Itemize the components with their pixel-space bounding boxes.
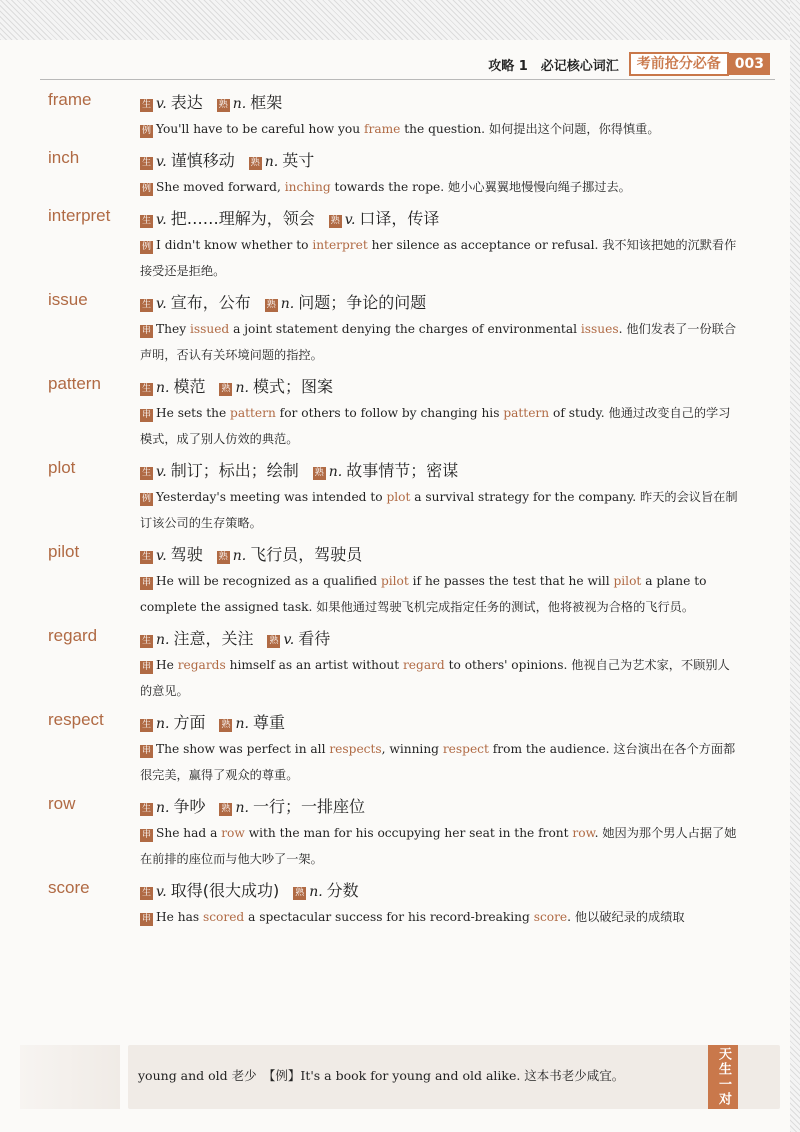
example-text: towards the rope. 她小心翼翼地慢慢向绳子挪过去。 xyxy=(330,180,631,194)
header-divider xyxy=(40,79,775,80)
highlighted-word: pattern xyxy=(230,406,276,420)
vocab-entry xyxy=(0,794,800,872)
meaning: 取得(很大成功) xyxy=(170,881,280,900)
vocab-entry xyxy=(0,626,800,704)
example-text: of study. 他通过改变自己的学习模式，成了别人仿效的典范。 xyxy=(140,406,731,446)
example-text: She had a xyxy=(156,826,222,840)
vocab-entry xyxy=(0,374,800,452)
sense-tag-icon: 生 xyxy=(141,158,151,168)
vocabulary-list xyxy=(0,90,800,936)
part-of-speech: v. xyxy=(156,884,167,900)
example-text: The show was perfect in all xyxy=(156,742,330,756)
part-of-speech: v. xyxy=(156,548,167,564)
part-of-speech: n. xyxy=(232,548,247,564)
vocab-word: plot xyxy=(48,458,76,477)
sense-tag-icon: 生 xyxy=(141,100,151,110)
example-text: He has xyxy=(156,910,203,924)
vocab-entry xyxy=(0,206,800,284)
part-of-speech: n. xyxy=(309,884,323,900)
definition-line xyxy=(140,542,800,568)
sense-tag-icon: 生 xyxy=(141,636,151,646)
example-tag-icon: 串 xyxy=(141,410,151,420)
vocab-word: score xyxy=(48,878,90,897)
definition-line xyxy=(140,290,800,316)
definition-line xyxy=(140,206,800,232)
sense-tag-icon: 熟 xyxy=(221,720,231,730)
sense-tag-icon: 熟 xyxy=(221,804,231,814)
meaning: 飞行员，驾驶员 xyxy=(250,545,363,564)
meaning: 争吵 xyxy=(173,797,206,816)
meaning: 宣布，公布 xyxy=(170,293,251,312)
page-number: 003 xyxy=(729,53,770,75)
example-tag-icon: 例 xyxy=(141,126,151,136)
sense-tag-icon: 生 xyxy=(141,300,151,310)
sense-tag-icon: 熟 xyxy=(295,888,305,898)
example-text: They xyxy=(156,322,190,336)
sense-tag-icon: 生 xyxy=(141,384,151,394)
meaning: 模式；图案 xyxy=(252,377,333,396)
part-of-speech: n. xyxy=(328,464,343,480)
example-text: if he passes the test that he will xyxy=(408,574,614,588)
meaning: 口译，传译 xyxy=(359,209,440,228)
highlighted-word: regard xyxy=(402,658,445,672)
part-of-speech: v. xyxy=(156,96,167,112)
highlighted-word: row xyxy=(572,826,595,840)
example-text: . 他们发表了一份联合声明，否认有关环境问题的指控。 xyxy=(140,322,737,362)
sense-tag-icon: 熟 xyxy=(218,100,228,110)
meaning: 看待 xyxy=(298,629,331,648)
meaning: 谨慎移动 xyxy=(170,151,235,170)
example-sentence xyxy=(140,174,740,200)
highlighted-word: score xyxy=(533,910,568,924)
highlighted-word: pilot xyxy=(380,574,409,588)
highlighted-word: pilot xyxy=(613,574,642,588)
example-tag-icon: 串 xyxy=(141,326,151,336)
meaning: 注意，关注 xyxy=(173,629,254,648)
meaning: 驾驶 xyxy=(170,545,203,564)
example-tag-icon: 串 xyxy=(141,746,151,756)
part-of-speech: n. xyxy=(156,632,170,648)
vocab-word: pilot xyxy=(48,542,80,561)
example-text: You'll have to be careful how you xyxy=(156,122,364,136)
highlighted-word: plot xyxy=(386,490,411,504)
meaning: 分数 xyxy=(326,881,359,900)
example-tag-icon: 串 xyxy=(141,914,151,924)
part-of-speech: v. xyxy=(283,632,295,648)
part-of-speech: n. xyxy=(232,96,247,112)
example-sentence xyxy=(140,736,740,788)
highlighted-word: frame xyxy=(363,122,401,136)
example-text: her silence as acceptance or refusal. 我不知该把她的沉默看作接受还是拒绝。 xyxy=(140,238,737,278)
sense-tag-icon: 生 xyxy=(141,468,151,478)
highlighted-word: respects xyxy=(329,742,382,756)
section-badge: 考前抢分必备 xyxy=(629,52,729,76)
example-text: . 她因为那个男人占据了她在前排的座位而与他大吵了一架。 xyxy=(140,826,737,866)
part-of-speech: n. xyxy=(156,380,170,396)
meaning: 框架 xyxy=(250,93,283,112)
vocab-entry xyxy=(0,710,800,788)
example-sentence xyxy=(140,232,740,284)
example-text: the question. 如何提出这个问题，你得慎重。 xyxy=(400,122,660,136)
definition-line xyxy=(140,878,800,904)
sense-tag-icon: 生 xyxy=(141,720,151,730)
example-text: . 他以破纪录的成绩取 xyxy=(567,910,685,924)
part-of-speech: n. xyxy=(156,716,170,732)
example-text: for others to follow by changing his xyxy=(275,406,504,420)
example-text: He will be recognized as a qualified xyxy=(156,574,381,588)
part-of-speech: n. xyxy=(156,800,170,816)
part-of-speech: n. xyxy=(280,296,295,312)
highlighted-word: issues xyxy=(580,322,619,336)
meaning: 表达 xyxy=(170,93,203,112)
example-text: a plane to complete the assigned task. 如果他通过驾驶飞机完成指定任务的测试，他将被视为合格的飞行员。 xyxy=(140,574,707,614)
meaning: 方面 xyxy=(173,713,206,732)
example-tag-icon: 例 xyxy=(141,242,151,252)
vocab-word: inch xyxy=(48,148,80,167)
example-sentence xyxy=(140,484,740,536)
part-of-speech: v. xyxy=(156,296,167,312)
example-text: himself as an artist without xyxy=(225,658,403,672)
highlighted-word: inching xyxy=(284,180,331,194)
example-text: , winning xyxy=(381,742,443,756)
vocab-word: row xyxy=(48,794,76,813)
highlighted-word: respect xyxy=(442,742,489,756)
meaning: 尊重 xyxy=(252,713,285,732)
meaning: 英寸 xyxy=(282,151,315,170)
example-text: He sets the xyxy=(156,406,231,420)
example-tag-icon: 串 xyxy=(141,830,151,840)
sense-tag-icon: 生 xyxy=(141,216,151,226)
example-sentence xyxy=(140,316,740,368)
meaning: 把……理解为，领会 xyxy=(170,209,315,228)
vocab-word: frame xyxy=(48,90,92,109)
example-sentence xyxy=(140,652,740,704)
example-text: I didn't know whether to xyxy=(156,238,313,252)
highlighted-word: regards xyxy=(177,658,226,672)
part-of-speech: n. xyxy=(235,716,249,732)
definition-line xyxy=(140,90,800,116)
vocab-entry xyxy=(0,148,800,200)
vocab-entry xyxy=(0,878,800,930)
example-tag-icon: 串 xyxy=(141,578,151,588)
example-tag-icon: 例 xyxy=(141,494,151,504)
sense-tag-icon: 熟 xyxy=(269,636,279,646)
example-text: Yesterday's meeting was intended to xyxy=(156,490,387,504)
vocab-word: respect xyxy=(48,710,104,729)
sense-tag-icon: 熟 xyxy=(266,300,276,310)
example-text: She moved forward, xyxy=(156,180,285,194)
highlighted-word: pattern xyxy=(503,406,550,420)
chapter-title: 攻略 1 必记核心词汇 xyxy=(488,58,619,74)
definition-line xyxy=(140,148,800,174)
sense-tag-icon: 生 xyxy=(141,804,151,814)
meaning: 问题；争论的问题 xyxy=(298,293,427,312)
vocab-word: regard xyxy=(48,626,98,645)
top-decorative-band xyxy=(0,0,800,40)
example-text: to others' opinions. 他视自己为艺术家，不顾别人的意见。 xyxy=(140,658,730,698)
definition-line xyxy=(140,458,800,484)
vocab-word: pattern xyxy=(48,374,101,393)
sense-tag-icon: 生 xyxy=(141,888,151,898)
definition-line xyxy=(140,374,800,400)
definition-line xyxy=(140,626,800,652)
vocab-word: issue xyxy=(48,290,88,309)
meaning: 故事情节；密谋 xyxy=(346,461,459,480)
example-tag-icon: 串 xyxy=(141,662,151,672)
sense-tag-icon: 熟 xyxy=(218,552,228,562)
sense-tag-icon: 熟 xyxy=(250,158,260,168)
part-of-speech: v. xyxy=(156,212,167,228)
example-sentence xyxy=(140,820,740,872)
vocab-entry xyxy=(0,90,800,142)
example-text: He xyxy=(156,658,178,672)
part-of-speech: v. xyxy=(156,464,167,480)
sense-tag-icon: 熟 xyxy=(330,216,340,226)
sense-tag-icon: 熟 xyxy=(314,468,324,478)
page-header xyxy=(488,52,770,76)
example-sentence xyxy=(140,400,740,452)
vocab-word: interpret xyxy=(48,206,111,225)
part-of-speech: n. xyxy=(235,380,249,396)
footer-fade xyxy=(20,1045,120,1109)
example-text: a spectacular success for his record-breaking xyxy=(244,910,534,924)
example-text: a survival strategy for the company. 昨天的会议旨在制订该公司的生存策略。 xyxy=(140,490,738,530)
highlighted-word: interpret xyxy=(312,238,368,252)
sense-tag-icon: 生 xyxy=(141,552,151,562)
footer-phrase: young and old 老少 【例】It's a book for young and old alike. 这本书老少咸宜。 xyxy=(138,1068,625,1083)
meaning: 制订；标出；绘制 xyxy=(170,461,299,480)
definition-line xyxy=(140,710,800,736)
footer-seal-icon: 天生一对 xyxy=(708,1045,738,1109)
example-text: with the man for his occupying her seat in the front xyxy=(244,826,573,840)
part-of-speech: v. xyxy=(344,212,356,228)
sense-tag-icon: 熟 xyxy=(221,384,231,394)
vocab-entry xyxy=(0,458,800,536)
part-of-speech: n. xyxy=(264,154,279,170)
part-of-speech: v. xyxy=(156,154,167,170)
definition-line xyxy=(140,794,800,820)
highlighted-word: row xyxy=(221,826,245,840)
vocab-entry xyxy=(0,290,800,368)
highlighted-word: issued xyxy=(189,322,230,336)
part-of-speech: n. xyxy=(235,800,249,816)
example-sentence xyxy=(140,568,740,620)
meaning: 一行；一排座位 xyxy=(252,797,365,816)
example-text: a joint statement denying the charges of environmental xyxy=(229,322,581,336)
highlighted-word: scored xyxy=(202,910,245,924)
example-tag-icon: 例 xyxy=(141,184,151,194)
example-text: from the audience. 这台演出在各个方面都很完美，赢得了观众的尊重。 xyxy=(140,742,736,782)
vocab-entry xyxy=(0,542,800,620)
example-sentence xyxy=(140,116,740,142)
meaning: 模范 xyxy=(173,377,206,396)
example-sentence xyxy=(140,904,740,930)
